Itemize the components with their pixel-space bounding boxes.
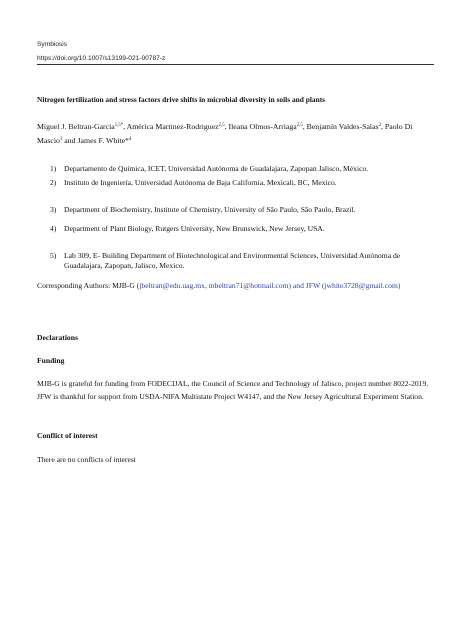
author-superscript: 2: [378, 123, 381, 128]
email-link[interactable]: jwhite3728@gmail.com: [324, 281, 398, 290]
email-link[interactable]: mbeltran71@hotmail.com: [208, 281, 289, 290]
author-name: , Paolo Di: [381, 122, 413, 131]
affiliation-number: 4): [50, 224, 57, 233]
affiliation-text: Departamento de Química, ICET, Universidad Autónoma de Guadalajara, Zapopan Jalisco, México.: [64, 164, 369, 173]
affiliation-text: Lab 309, E- Building Department of Biotechnological and Environmental Sciences, Universidad Autónoma de Guadalajara, Zapopan, Jalisco, Mexico.: [64, 251, 401, 270]
affiliation-number: 5): [50, 251, 57, 260]
affiliation-number: 3): [50, 205, 57, 214]
paper-title: Nitrogen fertilization and stress factors drive shifts in microbial diversity in soils and plants: [37, 95, 326, 104]
corresponding-authors: [37, 281, 437, 290]
affiliation-text: Department of Plant Biology, Rutgers University, New Brunswick, New Jersey, USA.: [64, 224, 325, 233]
author-superscript: 1,5*: [114, 123, 124, 128]
affiliation-number: 1): [50, 164, 57, 173]
author-name: and James F. White*: [62, 136, 129, 145]
affiliation-number: 2): [50, 178, 57, 187]
author-name: Mascio: [37, 136, 60, 145]
author-superscript: 4: [128, 137, 132, 142]
corresponding-label: Corresponding Authors: MJB-G (: [37, 281, 140, 290]
journal-name: Symbiosis: [37, 41, 68, 48]
affiliation-text: Department of Biochemistry, Institute of Chemistry, University of São Paulo, São Paulo, Brazil.: [64, 205, 356, 214]
header-divider: [37, 64, 434, 65]
author-superscript: 2,5: [218, 123, 225, 128]
declarations-heading: Declarations: [37, 333, 78, 342]
affiliation-text: Instituto de Ingeniería, Universidad Autónoma de Baja California, Mexicali, BC, Mexico.: [64, 178, 337, 187]
corresponding-connector: ) and JFW (: [288, 281, 325, 290]
email-link[interactable]: jbeltran@edu.uag.mx: [139, 281, 205, 290]
funding-paragraph: MJB-G is grateful for funding from FODECIJAL, the Council of Science and Technology of Jalisco, project number 8022-2019. JFW is thankful for support from USDA-NIFA Multistate Project W4147, and the New Jersey Agricultural Experiment Station.: [37, 379, 429, 401]
doi-link[interactable]: https://doi.org/10.1007/s13199-021-00787-z: [37, 55, 166, 62]
author-name: , América Martinez-Rodriguez: [123, 122, 219, 131]
author-superscript: 2,5: [296, 123, 303, 128]
author-name: Miguel J. Beltran-Garcia: [37, 122, 115, 131]
funding-heading: Funding: [37, 356, 65, 365]
author-list: [37, 120, 437, 148]
conflict-heading: Conflict of interest: [37, 431, 98, 440]
email-separator: ,: [204, 281, 209, 290]
author-name: , Benjamín Valdes-Salas: [302, 122, 379, 131]
corresponding-close: ): [397, 281, 401, 290]
author-superscript: 3: [59, 137, 63, 142]
conflict-paragraph: There are no conflicts of interest: [37, 455, 136, 464]
author-name: , Ileana Olmos-Arriaga: [224, 122, 297, 131]
